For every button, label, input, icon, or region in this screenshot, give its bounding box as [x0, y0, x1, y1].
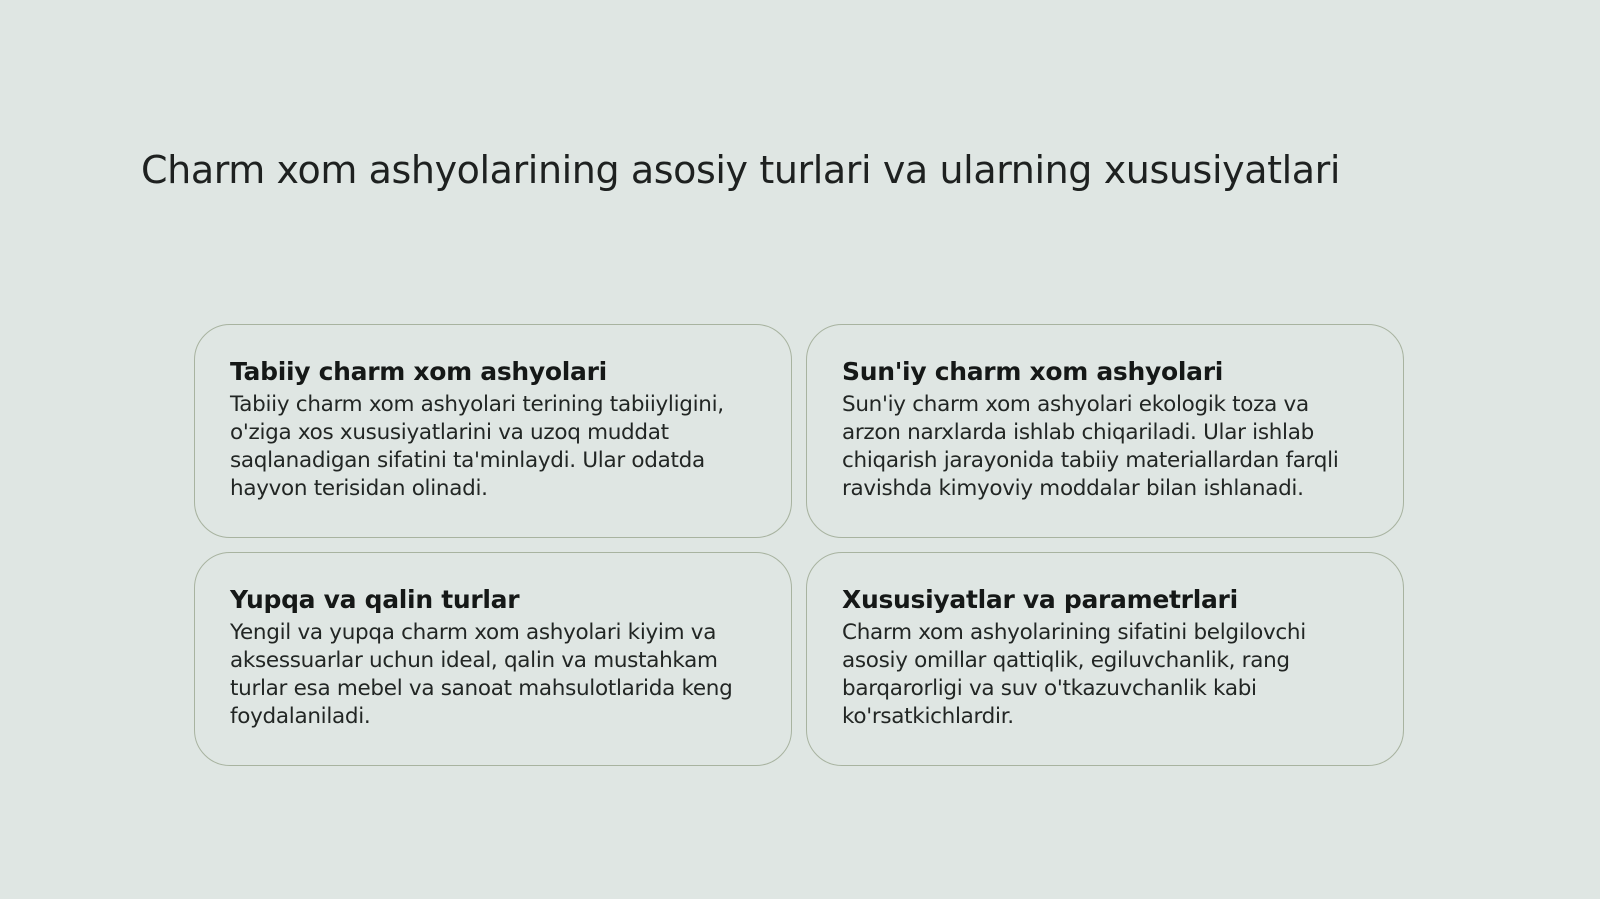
card-properties-parameters	[806, 552, 1404, 766]
card-natural-leather	[194, 324, 792, 538]
card-title: Sun'iy charm xom ashyolari	[842, 357, 1224, 386]
card-title: Yupqa va qalin turlar	[230, 585, 520, 614]
slide-title: Charm xom ashyolarining asosiy turlari va ularning xususiyatlari	[141, 148, 1341, 192]
card-title: Tabiiy charm xom ashyolari	[230, 357, 607, 386]
card-text: Yengil va yupqa charm xom ashyolari kiyim va aksessuarlar uchun ideal, qalin va mustahkam turlar esa mebel va sanoat mahsulotlarida keng foydalaniladi.	[230, 620, 733, 729]
card-artificial-leather	[806, 324, 1404, 538]
card-text: Charm xom ashyolarining sifatini belgilovchi asosiy omillar qattiqlik, egiluvchanlik, rang barqarorligi va suv o'tkazuvchanlik kabi ko'rsatkichlardir.	[842, 620, 1306, 729]
card-thin-thick-types	[194, 552, 792, 766]
card-text: Tabiiy charm xom ashyolari terining tabiiyligini, o'ziga xos xususiyatlarini va uzoq muddat saqlanadigan sifatini ta'minlaydi. Ular odatda hayvon terisidan olinadi.	[230, 392, 724, 501]
card-text: Sun'iy charm xom ashyolari ekologik toza va arzon narxlarda ishlab chiqariladi. Ular ishlab chiqarish jarayonida tabiiy materiallardan farqli ravishda kimyoviy moddalar bilan ishlanadi.	[842, 392, 1339, 501]
card-title: Xususiyatlar va parametrlari	[842, 585, 1238, 614]
